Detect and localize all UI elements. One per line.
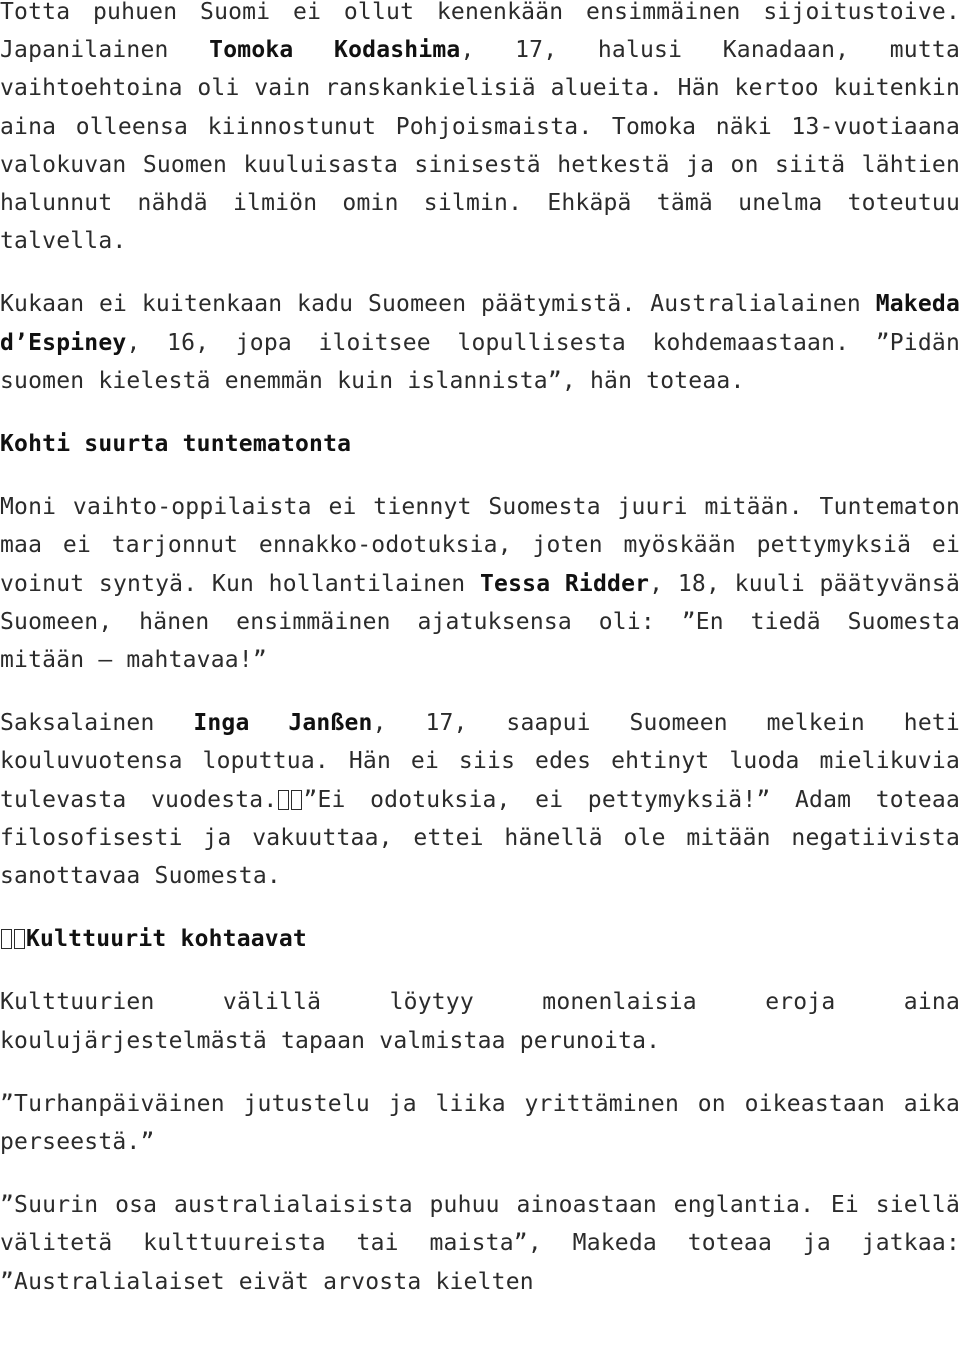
paragraph-inga: Saksalainen Inga Janßen, 17, saapui Suomeen melkein heti kouluvuotensa loputtua. Hän ei siis edes ehtinyt luoda mielikuvia tulevasta vuodesta. ”Ei odotuksia, ei pettymyksiä!” Adam toteaa filosofisesti ja vakuuttaa, ettei hänellä ole mitään negatiivista sanottavaa Suomesta. <box>0 710 960 890</box>
name-tomoka-kodashima: Tomoka Kodashima <box>209 37 461 64</box>
quote-australians: ”Suurin osa australialaisista puhuu ainoastaan englantia. Ei siellä välitetä kulttuureista tai maista”, Makeda toteaa ja jatkaa: ”Australialaiset eivät arvosta kielten <box>0 1192 960 1295</box>
section-heading-kohti-suurta-tuntematonta: Kohti suurta tuntematonta <box>0 431 352 458</box>
quote-small-talk: ”Turhanpäiväinen jutustelu ja liika yrittäminen on oikeastaan aika perseestä.” <box>0 1090 960 1156</box>
paragraph-makeda: Kukaan ei kuitenkaan kadu Suomeen päätymistä. Australialainen Makeda d’Espiney, 16, jopa iloitsee lopullisesta kohdemaastaan. ”Pidän suomen kielestä enemmän kuin islannista”, hän toteaa. <box>0 291 960 394</box>
name-inga-janssen: Inga Janßen <box>193 710 373 737</box>
name-tessa-ridder: Tessa Ridder <box>480 570 650 597</box>
paragraph-cultural-differences: Kulttuurien välillä löytyy monenlaisia eroja aina koulujärjestelmästä tapaan valmistaa perunoita. <box>0 989 960 1054</box>
missing-glyph-icon <box>1 929 12 949</box>
section-heading-kulttuurit-kohtaavat: Kulttuurit kohtaavat <box>0 920 960 958</box>
missing-glyph-icon <box>14 929 25 949</box>
paragraph-tessa: Moni vaihto-oppilaista ei tiennyt Suomesta juuri mitään. Tuntematon maa ei tarjonnut ennakko-odotuksia, joten myöskään pettymyksiä ei voinut syntyä. Kun hollantilainen Tessa Ridder, 18, kuuli päätyvänsä Suomeen, hänen ensimmäinen ajatuksensa oli: ”En tiedä Suomesta mitään – mahtavaa!” <box>0 494 960 674</box>
missing-glyph-icon <box>278 790 289 810</box>
missing-glyph-icon <box>291 790 302 810</box>
name-makeda-despiney: Makeda d’Espiney <box>0 291 960 356</box>
paragraph-tomoka: Totta puhuen Suomi ei ollut kenenkään ensimmäinen sijoitustoive. Japanilainen Tomoka Kodashima, 17, halusi Kanadaan, mutta vaihtoehtoina oli vain ranskankielisiä alueita. Hän kertoo kuitenkin aina olleensa kiinnostunut Pohjoismaista. Tomoka näki 13-vuotiaana valokuvan Suomen kuuluisasta sinisestä hetkestä ja on siitä lähtien halunnut nähdä ilmiön omin silmin. Ehkäpä tämä unelma toteutuu talvella. <box>0 0 960 255</box>
